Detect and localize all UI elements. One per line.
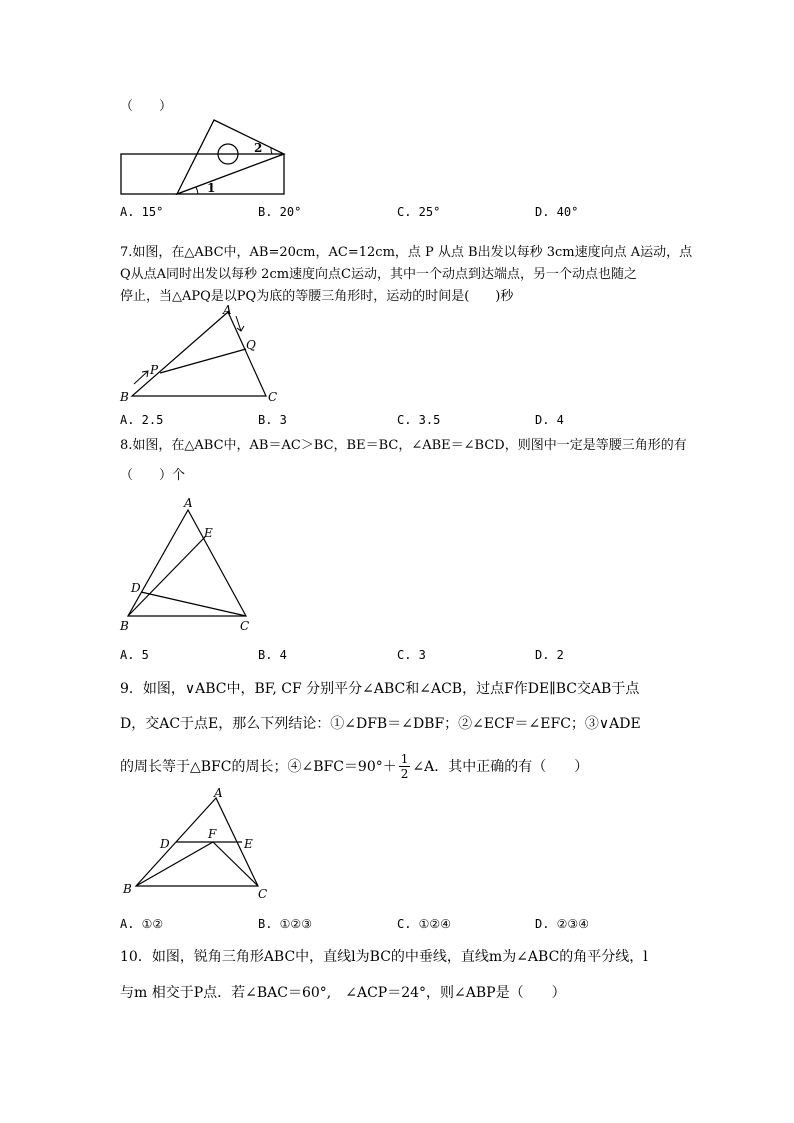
q7-option-a[interactable]: A. 2.5 — [120, 413, 164, 427]
q6-option-c[interactable]: C. 25° — [397, 205, 441, 219]
q9-label-f: F — [208, 827, 217, 841]
q6-option-a[interactable]: A. 15° — [120, 205, 164, 219]
q6-answer-paren: （ ） — [120, 99, 173, 114]
q9-figure — [118, 786, 278, 901]
q6-option-b[interactable]: B. 20° — [258, 205, 302, 219]
q7-option-b[interactable]: B. 3 — [258, 413, 287, 427]
q6-set-square — [177, 120, 284, 194]
q9-segment-bf — [136, 842, 213, 886]
q7-figure — [118, 304, 278, 404]
q8-label-b: B — [120, 619, 129, 633]
q9-label-e: E — [244, 837, 253, 851]
q9-option-c[interactable]: C. ①②④ — [397, 917, 451, 931]
q7-text-line1: 7.如图，在△ABC中，AB=20cm，AC=12cm，点 P 从点 B出发以每秒 3cm速度向点 A运动，点 — [120, 245, 693, 260]
q8-label-c: C — [240, 619, 250, 633]
q8-figure — [118, 496, 268, 636]
q8-triangle-abc — [128, 510, 246, 616]
q9-option-b[interactable]: B. ①②③ — [258, 917, 312, 931]
q8-text-line1: 8.如图，在△ABC中，AB＝AC＞BC，BE＝BC，∠ABE＝∠BCD，则图中一定是等腰三角形的有 — [120, 438, 687, 453]
q7-label-c: C — [268, 390, 278, 404]
q8-label-e: E — [204, 526, 213, 540]
q8-option-c[interactable]: C. 3 — [397, 648, 426, 662]
q7-option-d[interactable]: D. 4 — [535, 413, 564, 427]
q9-label-c: C — [258, 887, 268, 901]
q9-label-b: B — [123, 882, 132, 896]
q8-option-a[interactable]: A. 5 — [120, 648, 149, 662]
q8-option-b[interactable]: B. 4 — [258, 648, 287, 662]
q9-label-a: A — [214, 786, 223, 800]
q6-option-d[interactable]: D. 40° — [535, 205, 579, 219]
q9-text-line2: D，交AC于点E，那么下列结论：①∠DFB＝∠DBF；②∠ECF＝∠EFC；③∨ADE — [120, 716, 641, 732]
q9-line3-start: 的周长等于△BFC的周长；④∠BFC＝90°＋ — [120, 758, 397, 775]
q6-figure — [120, 118, 290, 198]
q7-label-p: P — [150, 363, 159, 377]
q6-ruler-rect — [121, 154, 284, 194]
q8-label-d: D — [131, 581, 141, 595]
q9-fraction-numerator: 1 — [400, 752, 409, 766]
q7-label-q: Q — [246, 338, 256, 352]
q6-angle2-arc — [271, 148, 272, 154]
q9-option-a[interactable]: A. ①② — [120, 917, 164, 931]
q7-label-a: A — [223, 303, 232, 317]
q10-text-line1: 10．如图，锐角三角形ABC中，直线l为BC的中垂线，直线m为∠ABC的角平分线，l — [120, 949, 648, 965]
q9-label-d: D — [160, 837, 170, 851]
q10-text-line2: 与m 相交于P点．若∠BAC＝60°, ∠ACP＝24°，则∠ABP是（ ） — [120, 985, 566, 1001]
q9-text-line1: 9．如图，∨ABC中，BF, CF 分别平分∠ABC和∠ACB，过点F作DE∥BC交AB于点 — [120, 681, 640, 697]
q9-fraction-denominator: 2 — [400, 767, 409, 781]
q9-fraction — [399, 752, 411, 781]
q9-option-d[interactable]: D. ②③④ — [535, 917, 589, 931]
q9-line3-end: ∠A．其中正确的有（ ） — [412, 758, 589, 775]
q7-label-b: B — [120, 390, 129, 404]
q9-text-line3 — [120, 752, 588, 781]
q7-option-c[interactable]: C. 3.5 — [397, 413, 441, 427]
q8-segment-cd — [141, 592, 246, 616]
q7-triangle-abc — [132, 312, 266, 396]
q6-angle2-label: 2 — [254, 141, 263, 155]
q7-arrow-p — [134, 371, 148, 384]
q8-option-d[interactable]: D. 2 — [535, 648, 564, 662]
q7-text-line2: Q从点A同时出发以每秒 2cm速度向点C运动，其中一个动点到达端点，另一个动点也随之 — [120, 267, 638, 282]
q8-text-line2: （ ）个 — [120, 468, 186, 483]
q8-label-a: A — [184, 496, 193, 510]
q7-text-line3: 停止，当△APQ是以PQ为底的等腰三角形时，运动的时间是( )秒 — [120, 289, 514, 304]
q6-angle1-arc — [196, 187, 198, 194]
q6-angle1-label: 1 — [207, 181, 216, 195]
